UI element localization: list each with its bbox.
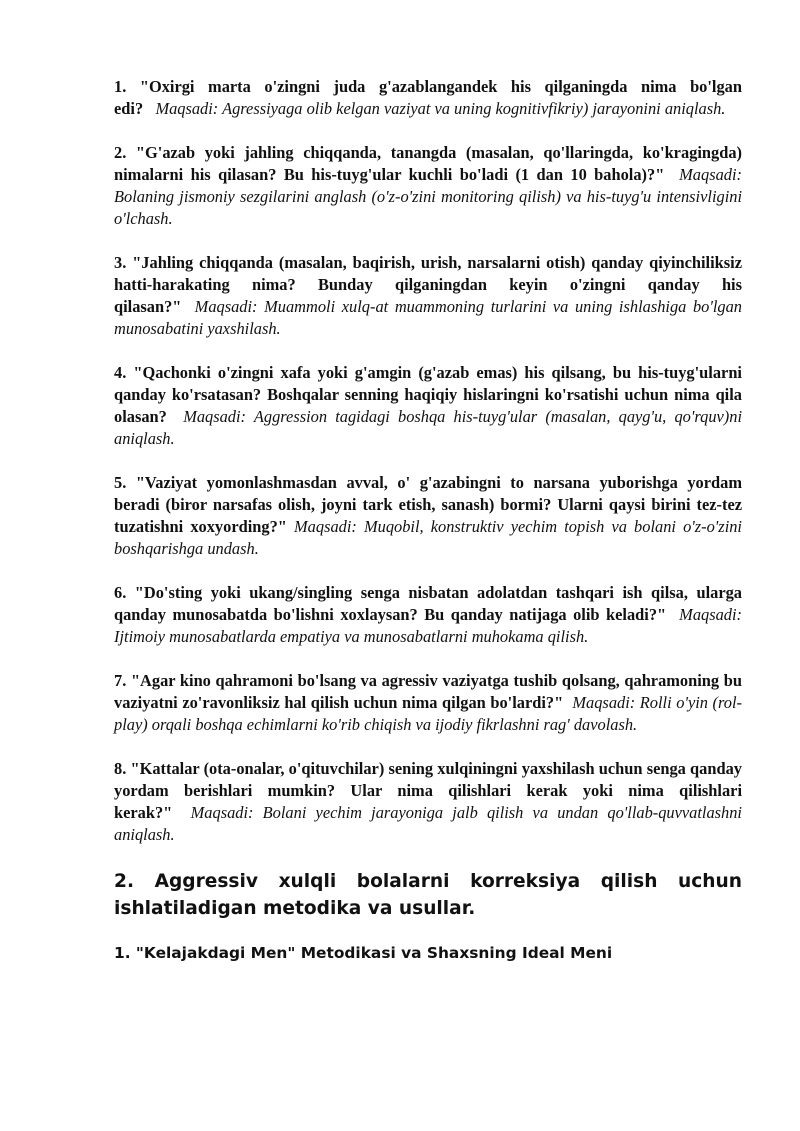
question-goal: Maqsadi: Muammoli xulq-at muammoning turlarini va uning ishlashiga bo'lgan munosabatini yaxshilash. [114,297,742,338]
question-text: 4. "Qachonki o'zingni xafa yoki g'amgin (g'azab emas) his qilsang, bu his-tuyg'ularni qanday ko'rsatasan? Boshqalar senning haqiqiy hislaringni ko'rsatishi uchun nima qila olasan? [114,363,742,426]
question-goal: Maqsadi: Bolani yechim jarayoniga jalb qilish va undan qo'llab-quvvatlashni aniqlash. [114,803,742,844]
question-goal: Maqsadi: Bolaning jismoniy sezgilarini anglash (o'z-o'zini monitoring qilish) va his-tuyg'u intensivligini o'lchash. [114,165,742,228]
question-item-8 [114,758,742,846]
question-text: 5. "Vaziyat yomonlashmasdan avval, o' g'azabingni to narsana yuborishga yordam beradi (biror narsafas olish, joyni tark etish, sanash) bormi? Ularni qaysi birini tez-tez tuzatishni xoxyording?" [114,473,742,536]
question-item-6 [114,582,742,648]
question-item-7 [114,670,742,736]
question-text: 2. "G'azab yoki jahling chiqqanda, tanangda (masalan, qo'llaringda, ko'kragingda) nimalarni his qilasan? Bu his-tuyg'ular kuchli bo'ladi (1 dan 10 bahola)?" [114,143,742,184]
section-heading: 2. Aggressiv xulqli bolalarni korreksiya qilish uchun ishlatiladigan metodika va usullar. [114,871,742,919]
document-page [114,76,742,964]
question-text: 6. "Do'sting yoki ukang/singling senga nisbatan adolatdan tashqari ish qilsa, ularga qanday munosabatda bo'lishni xoxlaysan? Bu qanday natijaga olib keladi?" [114,583,742,624]
question-item-2 [114,142,742,230]
question-item-3 [114,252,742,340]
question-goal: Maqsadi: Aggression tagidagi boshqa his-tuyg'ular (masalan, qayg'u, qo'rquv)ni aniqlash. [114,407,742,448]
question-item-5 [114,472,742,560]
question-text: 1. "Oxirgi marta o'zingni juda g'azablangandek his qilganingda nima bo'lgan edi? [114,77,742,118]
question-text: 8. "Kattalar (ota-onalar, o'qituvchilar) sening xulqiningni yaxshilash uchun senga qanday yordam berishlari mumkin? Ular nima qilishlari kerak yoki nima qilishlari kerak?" [114,759,742,822]
subsection-heading: 1. "Kelajakdagi Men" Metodikasi va Shaxsning Ideal Meni [114,944,613,962]
question-item-1 [114,76,742,120]
question-goal: Maqsadi: Agressiyaga olib kelgan vaziyat va uning kognitivfikriy) jarayonini aniqlash. [155,99,726,118]
question-text: 7. "Agar kino qahramoni bo'lsang va agressiv vaziyatga tushib qolsang, qahramoning bu vaziyatni zo'ravonliksiz hal qilish uchun nima qilgan bo'lardi?" [114,671,742,712]
question-goal: Maqsadi: Ijtimoiy munosabatlarda empatiya va munosabatlarni muhokama qilish. [114,605,742,646]
question-item-4 [114,362,742,450]
question-text: 3. "Jahling chiqqanda (masalan, baqirish, urish, narsalarni otish) qanday qiyinchiliksiz hatti-harakating nima? Bunday qilganingdan keyin o'zingni qanday his qilasan?" [114,253,742,316]
question-goal: Maqsadi: Muqobil, konstruktiv yechim topish va bolani o'z-o'zini boshqarishga undash. [114,517,742,558]
question-goal: Maqsadi: Rolli o'yin (rol-play) orqali boshqa echimlarni ko'rib chiqish va ijodiy fikrlashni rag' davolash. [114,693,742,734]
